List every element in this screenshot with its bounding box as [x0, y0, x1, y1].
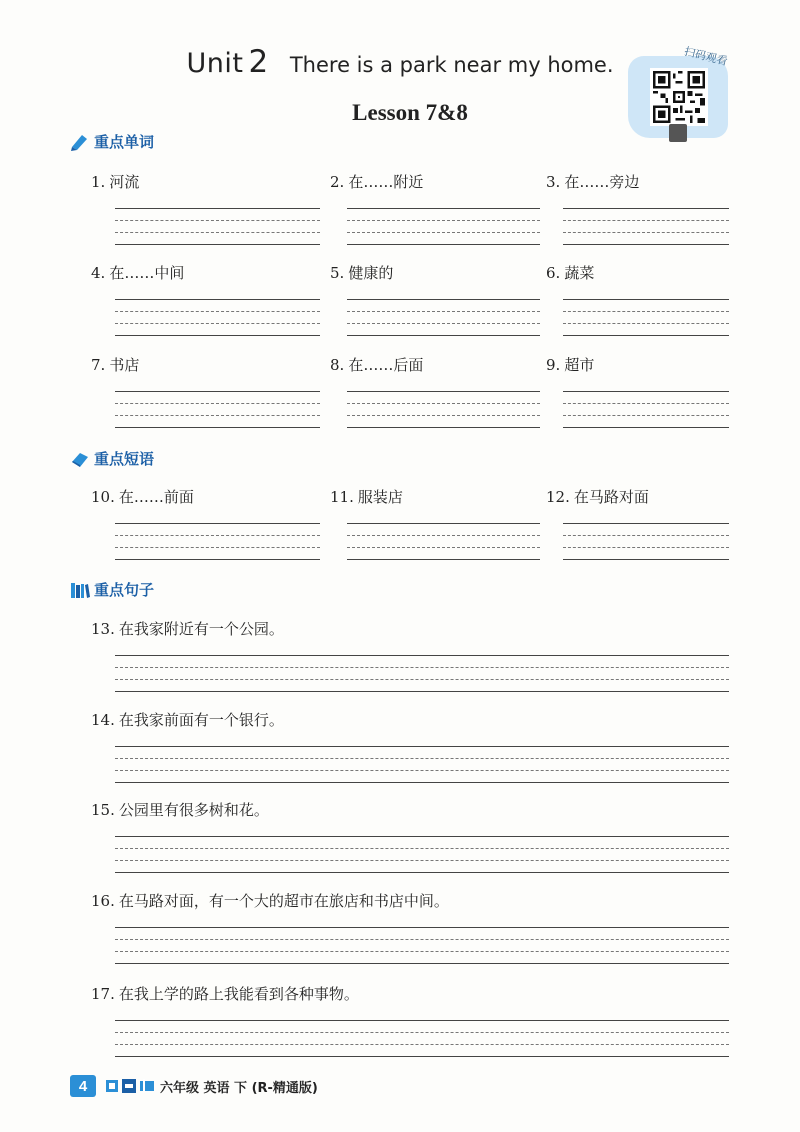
- page-number: 4: [70, 1075, 96, 1097]
- unit-number: 2: [248, 44, 269, 80]
- answer-lines[interactable]: [115, 299, 320, 335]
- answer-lines[interactable]: [563, 391, 729, 427]
- sentence-item: 15. 公园里有很多树和花。: [91, 801, 269, 819]
- books-icon: [70, 581, 90, 599]
- section-sentences-label: 重点句子: [94, 581, 155, 599]
- qr-caption: 扫码观看: [682, 44, 729, 69]
- section-phrases-heading: [70, 448, 154, 469]
- unit-label: Unit: [186, 48, 244, 79]
- sentence-item: 13. 在我家附近有一个公园。: [91, 620, 284, 638]
- unit-subtitle: There is a park near my home.: [289, 53, 614, 77]
- word-item: 2. 在……附近: [330, 173, 424, 191]
- answer-lines[interactable]: [115, 927, 729, 963]
- answer-lines[interactable]: [563, 299, 729, 335]
- sentence-item: 17. 在我上学的路上我能看到各种事物。: [91, 985, 359, 1003]
- answer-lines[interactable]: [115, 391, 320, 427]
- answer-lines[interactable]: [347, 523, 540, 559]
- book-info: 六年级 英语 下 (R-精通版): [160, 1080, 318, 1096]
- word-item: 1. 河流: [91, 173, 140, 191]
- answer-lines[interactable]: [563, 208, 729, 244]
- word-item: 4. 在……中间: [91, 264, 185, 282]
- phrase-item: 12. 在马路对面: [546, 488, 649, 506]
- word-item: 8. 在……后面: [330, 356, 424, 374]
- word-item: 7. 书店: [91, 356, 140, 374]
- lesson-title: Lesson 7&8: [352, 100, 468, 125]
- section-phrases-label: 重点短语: [94, 450, 155, 468]
- answer-lines[interactable]: [115, 208, 320, 244]
- section-words-label: 重点单词: [94, 133, 155, 151]
- page-footer: [70, 1075, 318, 1097]
- pencil-icon: [70, 133, 90, 151]
- word-item: 9. 超市: [546, 356, 595, 374]
- answer-lines[interactable]: [115, 523, 320, 559]
- phrase-item: 11. 服装店: [330, 488, 403, 506]
- answer-lines[interactable]: [115, 836, 729, 872]
- answer-lines[interactable]: [115, 746, 729, 782]
- answer-lines[interactable]: [115, 655, 729, 691]
- word-item: 3. 在……旁边: [546, 173, 640, 191]
- publisher-logo-icon: [104, 1076, 156, 1096]
- sentence-item: 16. 在马路对面，有一个大的超市在旅店和书店中间。: [91, 892, 449, 910]
- word-item: 6. 蔬菜: [546, 264, 595, 282]
- answer-lines[interactable]: [563, 523, 729, 559]
- word-item: 5. 健康的: [330, 264, 394, 282]
- book-icon: [70, 450, 90, 468]
- answer-lines[interactable]: [347, 391, 540, 427]
- answer-lines[interactable]: [347, 299, 540, 335]
- section-words-heading: [70, 131, 154, 152]
- qr-code-icon[interactable]: [650, 68, 708, 126]
- answer-lines[interactable]: [115, 1020, 729, 1056]
- sentence-item: 14. 在我家前面有一个银行。: [91, 711, 284, 729]
- section-sentences-heading: [70, 579, 154, 600]
- phrase-item: 10. 在……前面: [91, 488, 194, 506]
- qr-stand-icon: [669, 124, 687, 142]
- answer-lines[interactable]: [347, 208, 540, 244]
